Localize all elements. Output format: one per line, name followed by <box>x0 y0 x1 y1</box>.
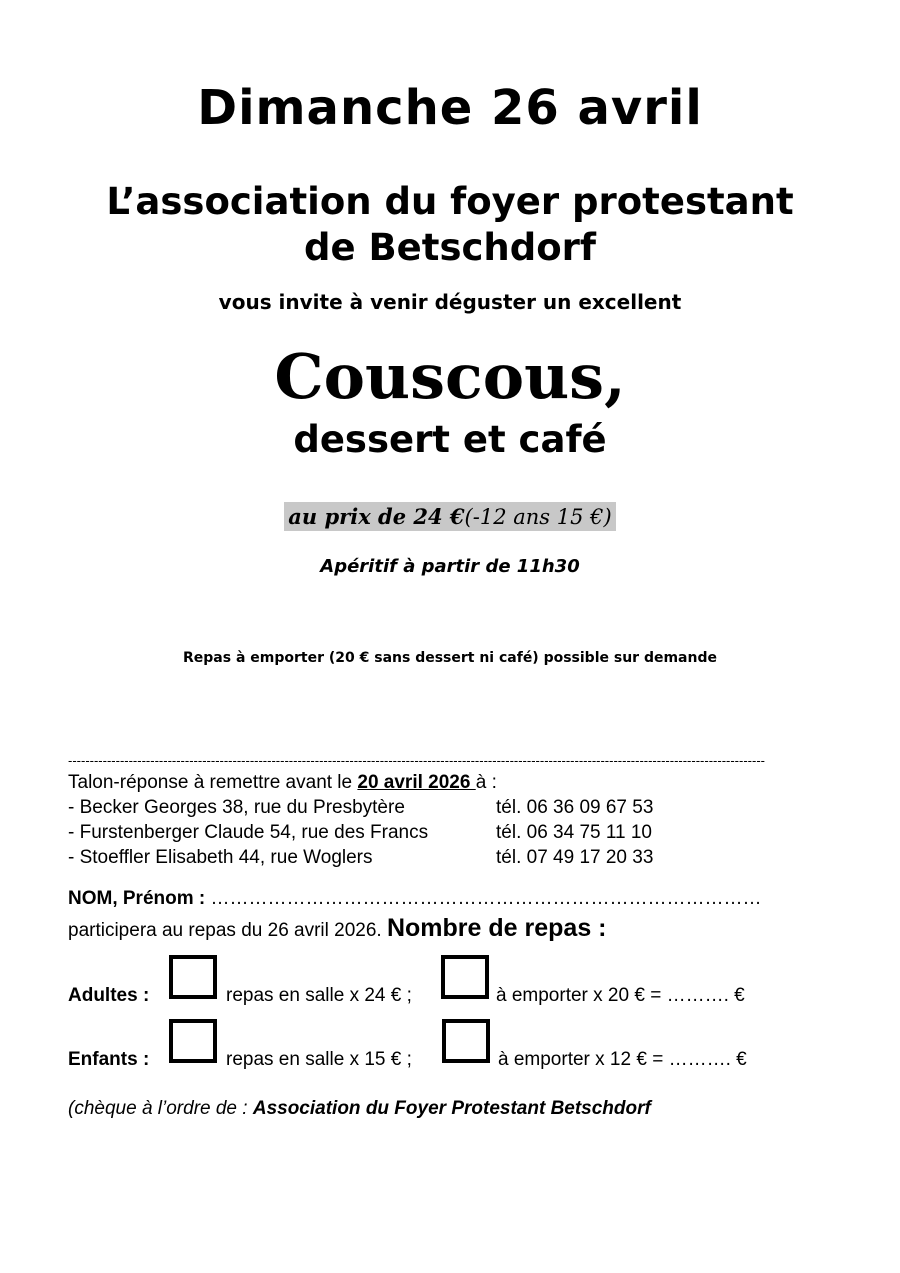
invitation-text: vous invite à venir déguster un excellent <box>218 290 682 314</box>
contact-name-3: - Stoeffler Elisabeth 44, rue Woglers <box>68 847 373 868</box>
adults-takeaway-text: à emporter x 20 € = ………. € <box>496 985 745 1006</box>
name-dotted-field[interactable]: …………………………………………………………………………… <box>210 888 762 909</box>
participation-line <box>68 914 607 943</box>
children-dine-in-checkbox[interactable] <box>169 1019 217 1063</box>
adults-dine-in-checkbox[interactable] <box>169 955 217 999</box>
meal-count-heading: Nombre de repas : <box>386 914 607 942</box>
contact-name-2: - Furstenberger Claude 54, rue des Francs <box>68 822 429 843</box>
contact-tel-3: tél. 07 49 17 20 33 <box>496 847 654 868</box>
price-child: (-12 ans 15 €) <box>464 505 612 529</box>
takeaway-note: Repas à emporter (20 € sans dessert ni café) possible sur demande <box>183 650 717 666</box>
price-highlight <box>284 502 615 531</box>
association-name-line1: L’association du foyer protestant <box>106 180 794 223</box>
adults-takeaway-checkbox[interactable] <box>441 955 489 999</box>
aperitif-time: Apéritif à partir de 11h30 <box>320 556 580 577</box>
price-adult: au prix de 24 € <box>288 504 465 529</box>
contact-tel-1: tél. 06 36 09 67 53 <box>496 797 654 818</box>
children-takeaway-checkbox[interactable] <box>442 1019 490 1063</box>
adults-dine-in-text: repas en salle x 24 € ; <box>226 985 412 1006</box>
reply-deadline-date: 20 avril 2026 <box>357 772 476 793</box>
children-takeaway-text: à emporter x 12 € = ………. € <box>498 1049 747 1070</box>
adults-label: Adultes : <box>68 985 150 1006</box>
menu-dessert-coffee: dessert et café <box>293 418 607 461</box>
reply-slip-prefix: Talon-réponse à remettre avant le <box>68 772 358 793</box>
event-date-title: Dimanche 26 avril <box>197 80 703 136</box>
children-label: Enfants : <box>68 1049 150 1070</box>
contact-tel-2: tél. 06 34 75 11 10 <box>496 822 652 843</box>
children-dine-in-text: repas en salle x 15 € ; <box>226 1049 412 1070</box>
name-label: NOM, Prénom : <box>68 888 211 909</box>
reply-slip-intro <box>68 772 497 794</box>
cheque-instruction <box>68 1098 651 1120</box>
cheque-prefix: (chèque à l’ordre de : <box>68 1098 253 1119</box>
cheque-payee: Association du Foyer Protestant Betschdorf <box>252 1098 651 1119</box>
price-block <box>0 502 900 531</box>
contact-name-1: - Becker Georges 38, rue du Presbytère <box>68 797 405 818</box>
association-name-line2: de Betschdorf <box>304 226 596 269</box>
reply-slip-suffix: à : <box>475 772 497 793</box>
name-field-line <box>68 888 762 910</box>
participation-text: participera au repas du 26 avril 2026. <box>68 920 387 941</box>
cut-line-separator: ----------------------------------------------------------------------------------------------------------------------------------------------------------------- <box>68 754 765 768</box>
menu-main-dish: Couscous, <box>274 340 626 413</box>
